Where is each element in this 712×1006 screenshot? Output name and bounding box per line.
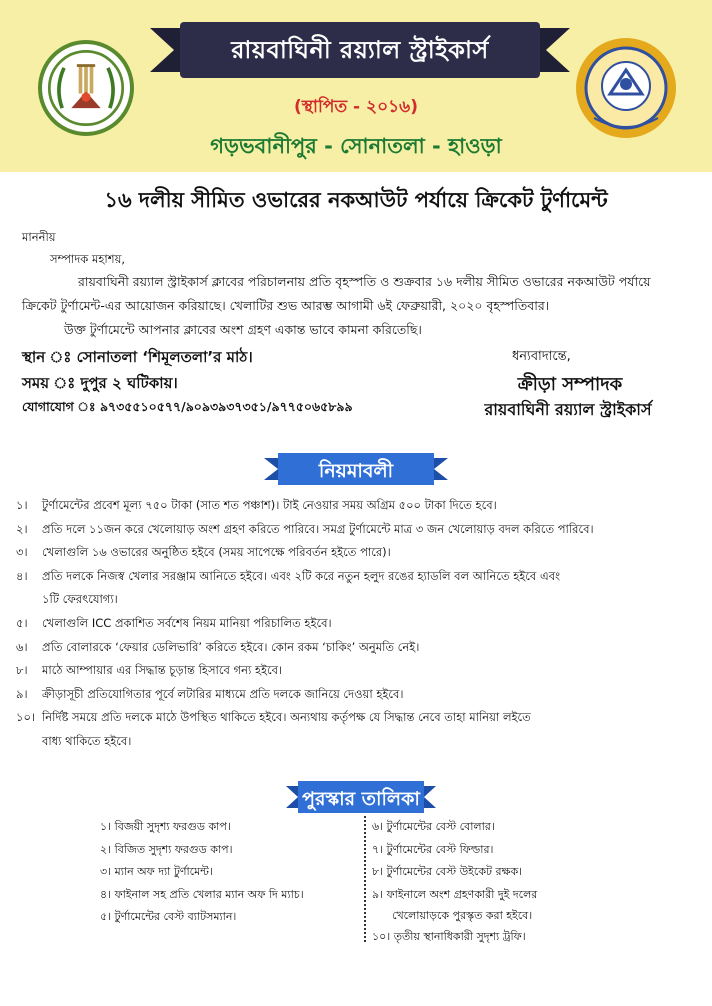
letter-line: রায়বাঘিনী রয়্যাল স্ট্রাইকার্স ক্লাবের পরিচালনায় প্রতি বৃহস্পতি ও শুক্রবার ১৬ দলীয় সীমিত ওভারের নকআউট পর্যায়ে <box>78 274 651 289</box>
prize-item: ১। বিজয়ী সুদৃশ্য ফরগুড কাপ। <box>100 820 231 833</box>
prizes-list-left <box>100 816 362 929</box>
tournament-title: ১৬ দলীয় সীমিত ওভারের নকআউট পর্যায়ে ক্রিকেট টুর্ণামেন্ট <box>104 188 608 212</box>
prize-item: ৮। টুর্ণামেন্টের বেস্ট উইকেট রক্ষক। <box>372 865 523 878</box>
prize-item: ৫। টুর্ণামেন্টের বেস্ট ব্যাটসম্যান। <box>100 910 237 923</box>
prizes-heading: পুরস্কার তালিকা <box>302 788 420 810</box>
rule-item: ৪। প্রতি দলকে নিজস্ব খেলার সরঞ্জাম আনিতে হইবে। এবং ২টি করে নতুন হলুদ রঙের হ্যাডলি বল আনিতে হইবে এবং ১টি ফেরৎযোগ্য। <box>16 568 561 607</box>
rule-item: ১। টুর্ণামেন্টের প্রবেশ মূল্য ৭৫০ টাকা (সাত শত পঞ্চাশ)। টাই নেওয়ার সময় অগ্রিম ৫০০ টাকা দিতে হবে। <box>16 498 497 512</box>
club-name-banner <box>150 18 570 82</box>
prize-item: ৩। ম্যান অফ দ্যা টুর্ণামেন্ট। <box>100 865 213 878</box>
established-year: (স্থাপিত - ২০১৬) <box>294 97 418 117</box>
salutation: মাননীয় <box>22 230 56 244</box>
rules-list <box>16 494 700 754</box>
prize-item-continuation: খেলোয়াড়কে পুরস্কৃত করা হইবে। <box>392 909 533 922</box>
prize-item: ৯। ফাইনালে অংশ গ্রহণকারী দুই দলের <box>372 887 538 901</box>
prize-item: ১০। তৃতীয় স্থানাধিকারী সুদৃশ্য ট্রফি। <box>372 930 526 943</box>
venue: স্থান ঃ সোনাতলা ‘শিমূলতলা’র মাঠ। <box>22 348 253 366</box>
prizes-divider <box>364 816 366 942</box>
header <box>0 0 712 172</box>
rule-item: ৯। ক্রীড়াসূচী প্রতিযোগিতার পূর্বে লটারির মাধ্যমে প্রতি দলকে জানিয়ে দেওয়া হইবে। <box>16 686 404 701</box>
start-time: সময় ঃ দুপুর ২ ঘটিকায়। <box>22 374 178 392</box>
letter-line: ক্রিকেট টুর্ণামেন্ট-এর আয়োজন করিয়াছে। খেলাটির শুভ আরম্ভ আগামী ৬ই ফেব্রুয়ারী, ২০২০ বৃহস্পতিবার। <box>22 298 550 313</box>
prizes-heading-ribbon <box>286 780 436 814</box>
rule-item: ৮। মাঠে আম্পায়ার এর সিদ্ধান্ত চূড়ান্ত হিসাবে গন্য হইবে। <box>16 663 283 678</box>
rules-heading-ribbon <box>264 452 448 486</box>
contact-numbers: যোগাযোগ ঃ ৯৭৩৫৫১০৫৭৭/৯০৯৩৯৩৭৩৫১/৯৭৭৫০৬৫৮৯৯ <box>22 399 353 414</box>
prize-item: ২। বিজিত সুদৃশ্য ফরগুড কাপ। <box>100 842 233 856</box>
prize-item: ৪। ফাইনাল সহ প্রতি খেলার ম্যান অফ দি ম্যাচ। <box>100 887 304 901</box>
rule-item: ৬। প্রতি বোলারকে ‘ফেয়ার ডেলিভারি’ করিতে হইবে। কোন রকম ‘চাকিং’ অনুমতি নেই। <box>16 639 420 654</box>
signatory-role: ক্রীড়া সম্পাদক <box>517 374 623 395</box>
club-name: রায়বাঘিনী রয়্যাল স্ট্রাইকার্স <box>231 36 489 64</box>
rules-heading: নিয়মাবলী <box>318 460 394 482</box>
rule-item: ৫। খেলাগুলি ICC প্রকাশিত সর্বশেষ নিয়ম মানিয়া পরিচালিত হইবে। <box>16 615 332 630</box>
club-location: গড়ভবানীপুর - সোনাতলা - হাওড়া <box>210 134 502 158</box>
letter-line: উক্ত টুর্ণামেন্টে আপনার ক্লাবের অংশ গ্রহণ একান্ত ভাবে কামনা করিতেছি। <box>64 322 422 337</box>
prize-item: ৬। টুর্ণামেন্টের বেস্ট বোলার। <box>372 820 495 833</box>
club-seal-right <box>574 36 678 140</box>
signatory-club: রায়বাঘিনী রয়্যাল স্ট্রাইকার্স <box>484 400 652 419</box>
prize-item: ৭। টুর্ণামেন্টের বেস্ট ফিল্ডার। <box>372 842 494 856</box>
prizes-list-right <box>372 816 604 949</box>
rule-item: ১০। নির্দিষ্ট সময়ে প্রতি দলকে মাঠে উপস্থিত থাকিতে হইবে। অন্যথায় কর্তৃপক্ষ যে সিদ্ধান্ত নেবে তাহা মানিয়া লইতে বাধ্য থাকিতে হইবে। <box>16 710 531 748</box>
rule-item: ২। প্রতি দলে ১১জন করে খেলোয়াড় অংশ গ্রহণ করিতে পারিবে। সমগ্র টুর্ণামেন্টে মাত্র ৩ জন খেলোয়াড় বদল করিতে পারিবে। <box>16 521 594 536</box>
rule-item: ৩। খেলাগুলি ১৬ ওভারের অনুষ্ঠিত হইবে (সময় সাপেক্ষে পরিবর্তন হইতে পারে)। <box>16 545 391 560</box>
closing-thanks: ধন্যবাদান্তে, <box>512 349 571 364</box>
invitation-letter <box>22 270 698 342</box>
addressee: সম্পাদক মহাশয়, <box>50 252 125 266</box>
